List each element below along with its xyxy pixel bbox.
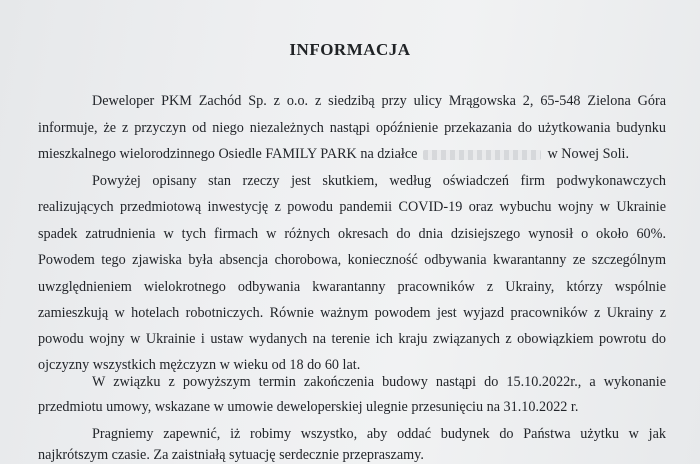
paragraph-2-line-4: Powodem tego zjawiska była absencja chorobowa, konieczność odbywania kwarantanny ze szczególnym	[38, 252, 666, 268]
paragraph-1-line-3-end: w Nowej Soli.	[547, 146, 630, 162]
paragraph-2-line-2: realizujących przedmiotową inwestycję z powodu pandemii COVID-19 oraz wybuchu wojny w Ukrainie	[38, 199, 666, 215]
redacted-plot-number	[423, 150, 541, 160]
paragraph-3-line-2: przedmiotu umowy, wskazane w umowie deweloperskiej ulegnie przesunięciu na 31.10.2022 r.	[38, 399, 579, 415]
paragraph-2-line-3: spadek zatrudnienia w tych firmach w różnych okresach do dnia dzisiejszego wynosił o około 60%.	[38, 226, 666, 242]
paragraph-1-line-1: Deweloper PKM Zachód Sp. z o.o. z siedzibą przy ulicy Mrągowska 2, 65-548 Zielona Góra	[92, 93, 666, 109]
paragraph-1-line-3	[38, 146, 629, 163]
paragraph-4-line-1: Pragniemy zapewnić, iż robimy wszystko, aby oddać budynek do Państwa użytku w jak	[92, 426, 666, 442]
paragraph-2-line-5: uwzględnieniem wielokrotnego odbywania kwarantanny pracowników z Ukrainy, którzy wspólnie	[38, 279, 666, 295]
paragraph-1-line-3-text: mieszkalnego wielorodzinnego Osiedle FAMILY PARK na działce	[38, 146, 418, 162]
paragraph-2-line-6: zamieszkują w hotelach robotniczych. Równie ważnym powodem jest wyjazd pracowników z Ukrainy z	[38, 305, 666, 321]
paragraph-2-line-1: Powyżej opisany stan rzeczy jest skutkiem, według oświadczeń firm podwykonawczych	[92, 173, 666, 189]
paragraph-4-line-2: najkrótszym czasie. Za zaistniałą sytuację serdecznie przepraszamy.	[38, 447, 424, 463]
paragraph-1-line-2: informuje, że z przyczyn od niego niezależnych nastąpi opóźnienie przekazania do użytkowania budynku	[38, 120, 666, 136]
paragraph-2-line-7: powodu wojny w Ukrainie i ustaw wydanych na terenie ich kraju związanych z obowiązkiem powrotu do	[38, 331, 666, 347]
paragraph-3-line-1: W związku z powyższym termin zakończenia budowy nastąpi do 15.10.2022r., a wykonanie	[92, 374, 666, 390]
paragraph-2-line-8: ojczyzny wszystkich mężczyzn w wieku od 18 do 60 lat.	[38, 357, 361, 373]
document-title: INFORMACJA	[289, 40, 411, 59]
